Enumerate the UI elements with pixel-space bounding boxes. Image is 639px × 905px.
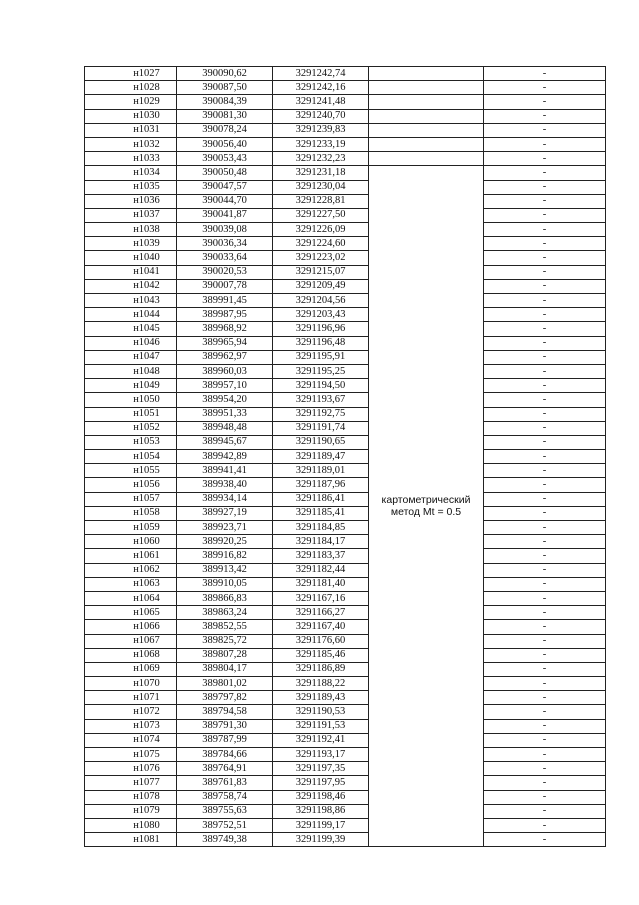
dash-cell: - bbox=[484, 705, 606, 719]
coordinates-table-body bbox=[85, 67, 606, 847]
point-id-cell: н1075 bbox=[85, 748, 177, 762]
y-coordinate-cell: 3291166,27 bbox=[273, 606, 369, 620]
y-coordinate-cell: 3291232,23 bbox=[273, 152, 369, 166]
y-coordinate-cell: 3291167,16 bbox=[273, 591, 369, 605]
table-row bbox=[85, 662, 606, 676]
x-coordinate-cell: 390033,64 bbox=[177, 251, 273, 265]
table-row bbox=[85, 492, 606, 506]
x-coordinate-cell: 389938,40 bbox=[177, 478, 273, 492]
point-id-cell: н1034 bbox=[85, 166, 177, 180]
point-id-cell: н1037 bbox=[85, 208, 177, 222]
table-row bbox=[85, 549, 606, 563]
point-id-cell: н1059 bbox=[85, 521, 177, 535]
dash-cell: - bbox=[484, 237, 606, 251]
y-coordinate-cell: 3291199,17 bbox=[273, 818, 369, 832]
point-id-cell: н1081 bbox=[85, 833, 177, 847]
point-id-cell: н1045 bbox=[85, 322, 177, 336]
dash-cell: - bbox=[484, 407, 606, 421]
table-row bbox=[85, 506, 606, 520]
y-coordinate-cell: 3291241,48 bbox=[273, 95, 369, 109]
point-id-cell: н1071 bbox=[85, 691, 177, 705]
x-coordinate-cell: 389916,82 bbox=[177, 549, 273, 563]
point-id-cell: н1055 bbox=[85, 464, 177, 478]
x-coordinate-cell: 389987,95 bbox=[177, 308, 273, 322]
method-cell-empty bbox=[369, 137, 484, 151]
point-id-cell: н1063 bbox=[85, 577, 177, 591]
dash-cell: - bbox=[484, 364, 606, 378]
y-coordinate-cell: 3291204,56 bbox=[273, 294, 369, 308]
y-coordinate-cell: 3291186,41 bbox=[273, 492, 369, 506]
dash-cell: - bbox=[484, 648, 606, 662]
table-row bbox=[85, 464, 606, 478]
x-coordinate-cell: 389948,48 bbox=[177, 421, 273, 435]
table-row bbox=[85, 790, 606, 804]
dash-cell: - bbox=[484, 180, 606, 194]
table-row bbox=[85, 677, 606, 691]
x-coordinate-cell: 389920,25 bbox=[177, 535, 273, 549]
dash-cell: - bbox=[484, 265, 606, 279]
y-coordinate-cell: 3291223,02 bbox=[273, 251, 369, 265]
dash-cell: - bbox=[484, 123, 606, 137]
dash-cell: - bbox=[484, 336, 606, 350]
point-id-cell: н1060 bbox=[85, 535, 177, 549]
dash-cell: - bbox=[484, 620, 606, 634]
point-id-cell: н1062 bbox=[85, 563, 177, 577]
table-row bbox=[85, 350, 606, 364]
dash-cell: - bbox=[484, 563, 606, 577]
dash-cell: - bbox=[484, 521, 606, 535]
table-row bbox=[85, 407, 606, 421]
dash-cell: - bbox=[484, 776, 606, 790]
point-id-cell: н1047 bbox=[85, 350, 177, 364]
x-coordinate-cell: 389801,02 bbox=[177, 677, 273, 691]
point-id-cell: н1052 bbox=[85, 421, 177, 435]
x-coordinate-cell: 390044,70 bbox=[177, 194, 273, 208]
x-coordinate-cell: 390078,24 bbox=[177, 123, 273, 137]
x-coordinate-cell: 389764,91 bbox=[177, 762, 273, 776]
x-coordinate-cell: 390039,08 bbox=[177, 223, 273, 237]
y-coordinate-cell: 3291191,53 bbox=[273, 719, 369, 733]
point-id-cell: н1039 bbox=[85, 237, 177, 251]
y-coordinate-cell: 3291233,19 bbox=[273, 137, 369, 151]
point-id-cell: н1044 bbox=[85, 308, 177, 322]
table-row bbox=[85, 719, 606, 733]
dash-cell: - bbox=[484, 350, 606, 364]
point-id-cell: н1041 bbox=[85, 265, 177, 279]
table-row bbox=[85, 279, 606, 293]
dash-cell: - bbox=[484, 223, 606, 237]
table-row bbox=[85, 308, 606, 322]
method-cell-empty bbox=[369, 123, 484, 137]
table-row bbox=[85, 194, 606, 208]
point-id-cell: н1074 bbox=[85, 733, 177, 747]
table-row bbox=[85, 804, 606, 818]
y-coordinate-cell: 3291240,70 bbox=[273, 109, 369, 123]
dash-cell: - bbox=[484, 506, 606, 520]
table-row bbox=[85, 180, 606, 194]
y-coordinate-cell: 3291203,43 bbox=[273, 308, 369, 322]
table-row bbox=[85, 705, 606, 719]
table-row bbox=[85, 421, 606, 435]
y-coordinate-cell: 3291195,91 bbox=[273, 350, 369, 364]
x-coordinate-cell: 389960,03 bbox=[177, 364, 273, 378]
x-coordinate-cell: 390084,39 bbox=[177, 95, 273, 109]
table-row bbox=[85, 818, 606, 832]
table-row bbox=[85, 733, 606, 747]
y-coordinate-cell: 3291191,74 bbox=[273, 421, 369, 435]
y-coordinate-cell: 3291186,89 bbox=[273, 662, 369, 676]
table-row bbox=[85, 833, 606, 847]
y-coordinate-cell: 3291227,50 bbox=[273, 208, 369, 222]
dash-cell: - bbox=[484, 194, 606, 208]
dash-cell: - bbox=[484, 322, 606, 336]
dash-cell: - bbox=[484, 109, 606, 123]
table-row bbox=[85, 109, 606, 123]
point-id-cell: н1030 bbox=[85, 109, 177, 123]
y-coordinate-cell: 3291224,60 bbox=[273, 237, 369, 251]
table-row bbox=[85, 748, 606, 762]
x-coordinate-cell: 389866,83 bbox=[177, 591, 273, 605]
point-id-cell: н1064 bbox=[85, 591, 177, 605]
point-id-cell: н1048 bbox=[85, 364, 177, 378]
y-coordinate-cell: 3291196,48 bbox=[273, 336, 369, 350]
table-row bbox=[85, 95, 606, 109]
x-coordinate-cell: 389991,45 bbox=[177, 294, 273, 308]
dash-cell: - bbox=[484, 677, 606, 691]
x-coordinate-cell: 389825,72 bbox=[177, 634, 273, 648]
y-coordinate-cell: 3291190,53 bbox=[273, 705, 369, 719]
x-coordinate-cell: 389804,17 bbox=[177, 662, 273, 676]
dash-cell: - bbox=[484, 818, 606, 832]
dash-cell: - bbox=[484, 137, 606, 151]
x-coordinate-cell: 390047,57 bbox=[177, 180, 273, 194]
method-cell-empty bbox=[369, 109, 484, 123]
y-coordinate-cell: 3291239,83 bbox=[273, 123, 369, 137]
x-coordinate-cell: 389784,66 bbox=[177, 748, 273, 762]
x-coordinate-cell: 389942,89 bbox=[177, 450, 273, 464]
x-coordinate-cell: 389761,83 bbox=[177, 776, 273, 790]
table-row bbox=[85, 634, 606, 648]
y-coordinate-cell: 3291228,81 bbox=[273, 194, 369, 208]
table-row bbox=[85, 67, 606, 81]
table-row bbox=[85, 251, 606, 265]
table-row bbox=[85, 591, 606, 605]
dash-cell: - bbox=[484, 166, 606, 180]
y-coordinate-cell: 3291196,96 bbox=[273, 322, 369, 336]
table-row bbox=[85, 208, 606, 222]
table-row bbox=[85, 435, 606, 449]
y-coordinate-cell: 3291185,41 bbox=[273, 506, 369, 520]
dash-cell: - bbox=[484, 152, 606, 166]
y-coordinate-cell: 3291209,49 bbox=[273, 279, 369, 293]
dash-cell: - bbox=[484, 251, 606, 265]
point-id-cell: н1066 bbox=[85, 620, 177, 634]
method-cell-empty bbox=[369, 152, 484, 166]
y-coordinate-cell: 3291197,35 bbox=[273, 762, 369, 776]
x-coordinate-cell: 389749,38 bbox=[177, 833, 273, 847]
x-coordinate-cell: 390056,40 bbox=[177, 137, 273, 151]
table-row bbox=[85, 478, 606, 492]
dash-cell: - bbox=[484, 208, 606, 222]
y-coordinate-cell: 3291231,18 bbox=[273, 166, 369, 180]
y-coordinate-cell: 3291192,75 bbox=[273, 407, 369, 421]
dash-cell: - bbox=[484, 279, 606, 293]
x-coordinate-cell: 389797,82 bbox=[177, 691, 273, 705]
point-id-cell: н1027 bbox=[85, 67, 177, 81]
table-row bbox=[85, 166, 606, 180]
point-id-cell: н1080 bbox=[85, 818, 177, 832]
table-row bbox=[85, 137, 606, 151]
y-coordinate-cell: 3291187,96 bbox=[273, 478, 369, 492]
point-id-cell: н1028 bbox=[85, 81, 177, 95]
x-coordinate-cell: 389807,28 bbox=[177, 648, 273, 662]
point-id-cell: н1038 bbox=[85, 223, 177, 237]
dash-cell: - bbox=[484, 379, 606, 393]
x-coordinate-cell: 389910,05 bbox=[177, 577, 273, 591]
point-id-cell: н1067 bbox=[85, 634, 177, 648]
x-coordinate-cell: 390041,87 bbox=[177, 208, 273, 222]
point-id-cell: н1076 bbox=[85, 762, 177, 776]
method-cell-empty bbox=[369, 95, 484, 109]
y-coordinate-cell: 3291182,44 bbox=[273, 563, 369, 577]
table-row bbox=[85, 393, 606, 407]
point-id-cell: н1072 bbox=[85, 705, 177, 719]
y-coordinate-cell: 3291242,74 bbox=[273, 67, 369, 81]
table-row bbox=[85, 322, 606, 336]
y-coordinate-cell: 3291181,40 bbox=[273, 577, 369, 591]
point-id-cell: н1079 bbox=[85, 804, 177, 818]
x-coordinate-cell: 390081,30 bbox=[177, 109, 273, 123]
dash-cell: - bbox=[484, 691, 606, 705]
y-coordinate-cell: 3291230,04 bbox=[273, 180, 369, 194]
y-coordinate-cell: 3291215,07 bbox=[273, 265, 369, 279]
y-coordinate-cell: 3291195,25 bbox=[273, 364, 369, 378]
table-row bbox=[85, 606, 606, 620]
table-row bbox=[85, 691, 606, 705]
dash-cell: - bbox=[484, 67, 606, 81]
table-row bbox=[85, 364, 606, 378]
x-coordinate-cell: 389954,20 bbox=[177, 393, 273, 407]
point-id-cell: н1042 bbox=[85, 279, 177, 293]
dash-cell: - bbox=[484, 577, 606, 591]
point-id-cell: н1068 bbox=[85, 648, 177, 662]
method-cell-empty bbox=[369, 81, 484, 95]
table-row bbox=[85, 535, 606, 549]
method-name: картометрический bbox=[381, 494, 471, 507]
y-coordinate-cell: 3291194,50 bbox=[273, 379, 369, 393]
x-coordinate-cell: 390053,43 bbox=[177, 152, 273, 166]
table-row bbox=[85, 152, 606, 166]
y-coordinate-cell: 3291199,39 bbox=[273, 833, 369, 847]
point-id-cell: н1035 bbox=[85, 180, 177, 194]
x-coordinate-cell: 389913,42 bbox=[177, 563, 273, 577]
table-row bbox=[85, 81, 606, 95]
dash-cell: - bbox=[484, 95, 606, 109]
point-id-cell: н1032 bbox=[85, 137, 177, 151]
dash-cell: - bbox=[484, 591, 606, 605]
x-coordinate-cell: 389794,58 bbox=[177, 705, 273, 719]
point-id-cell: н1061 bbox=[85, 549, 177, 563]
x-coordinate-cell: 389968,92 bbox=[177, 322, 273, 336]
x-coordinate-cell: 389951,33 bbox=[177, 407, 273, 421]
table-row bbox=[85, 294, 606, 308]
method-cell-empty bbox=[369, 67, 484, 81]
point-id-cell: н1070 bbox=[85, 677, 177, 691]
method-accuracy: метод Mt = 0.5 bbox=[390, 506, 462, 519]
x-coordinate-cell: 390087,50 bbox=[177, 81, 273, 95]
dash-cell: - bbox=[484, 308, 606, 322]
y-coordinate-cell: 3291190,65 bbox=[273, 435, 369, 449]
table-row bbox=[85, 648, 606, 662]
dash-cell: - bbox=[484, 450, 606, 464]
point-id-cell: н1033 bbox=[85, 152, 177, 166]
point-id-cell: н1065 bbox=[85, 606, 177, 620]
point-id-cell: н1036 bbox=[85, 194, 177, 208]
point-id-cell: н1029 bbox=[85, 95, 177, 109]
x-coordinate-cell: 389787,99 bbox=[177, 733, 273, 747]
dash-cell: - bbox=[484, 393, 606, 407]
table-row bbox=[85, 123, 606, 137]
y-coordinate-cell: 3291189,01 bbox=[273, 464, 369, 478]
x-coordinate-cell: 390036,34 bbox=[177, 237, 273, 251]
table-row bbox=[85, 620, 606, 634]
table-row bbox=[85, 776, 606, 790]
dash-cell: - bbox=[484, 294, 606, 308]
x-coordinate-cell: 389923,71 bbox=[177, 521, 273, 535]
method-cell bbox=[369, 166, 484, 847]
x-coordinate-cell: 389962,97 bbox=[177, 350, 273, 364]
point-id-cell: н1077 bbox=[85, 776, 177, 790]
y-coordinate-cell: 3291167,40 bbox=[273, 620, 369, 634]
dash-cell: - bbox=[484, 762, 606, 776]
x-coordinate-cell: 389752,51 bbox=[177, 818, 273, 832]
x-coordinate-cell: 389945,67 bbox=[177, 435, 273, 449]
point-id-cell: н1050 bbox=[85, 393, 177, 407]
dash-cell: - bbox=[484, 634, 606, 648]
point-id-cell: н1054 bbox=[85, 450, 177, 464]
dash-cell: - bbox=[484, 535, 606, 549]
dash-cell: - bbox=[484, 478, 606, 492]
y-coordinate-cell: 3291189,43 bbox=[273, 691, 369, 705]
x-coordinate-cell: 390007,78 bbox=[177, 279, 273, 293]
y-coordinate-cell: 3291197,95 bbox=[273, 776, 369, 790]
x-coordinate-cell: 390090,62 bbox=[177, 67, 273, 81]
y-coordinate-cell: 3291242,16 bbox=[273, 81, 369, 95]
x-coordinate-cell: 389791,30 bbox=[177, 719, 273, 733]
dash-cell: - bbox=[484, 464, 606, 478]
table-row bbox=[85, 563, 606, 577]
y-coordinate-cell: 3291188,22 bbox=[273, 677, 369, 691]
point-id-cell: н1049 bbox=[85, 379, 177, 393]
point-id-cell: н1056 bbox=[85, 478, 177, 492]
y-coordinate-cell: 3291189,47 bbox=[273, 450, 369, 464]
point-id-cell: н1078 bbox=[85, 790, 177, 804]
dash-cell: - bbox=[484, 833, 606, 847]
x-coordinate-cell: 389934,14 bbox=[177, 492, 273, 506]
x-coordinate-cell: 389927,19 bbox=[177, 506, 273, 520]
dash-cell: - bbox=[484, 662, 606, 676]
point-id-cell: н1057 bbox=[85, 492, 177, 506]
table-row bbox=[85, 223, 606, 237]
x-coordinate-cell: 389863,24 bbox=[177, 606, 273, 620]
point-id-cell: н1051 bbox=[85, 407, 177, 421]
dash-cell: - bbox=[484, 719, 606, 733]
y-coordinate-cell: 3291193,17 bbox=[273, 748, 369, 762]
x-coordinate-cell: 389941,41 bbox=[177, 464, 273, 478]
x-coordinate-cell: 389758,74 bbox=[177, 790, 273, 804]
x-coordinate-cell: 389957,10 bbox=[177, 379, 273, 393]
y-coordinate-cell: 3291198,46 bbox=[273, 790, 369, 804]
x-coordinate-cell: 389852,55 bbox=[177, 620, 273, 634]
x-coordinate-cell: 389965,94 bbox=[177, 336, 273, 350]
dash-cell: - bbox=[484, 549, 606, 563]
point-id-cell: н1040 bbox=[85, 251, 177, 265]
dash-cell: - bbox=[484, 733, 606, 747]
table-row bbox=[85, 577, 606, 591]
y-coordinate-cell: 3291226,09 bbox=[273, 223, 369, 237]
y-coordinate-cell: 3291184,85 bbox=[273, 521, 369, 535]
dash-cell: - bbox=[484, 804, 606, 818]
y-coordinate-cell: 3291193,67 bbox=[273, 393, 369, 407]
dash-cell: - bbox=[484, 492, 606, 506]
y-coordinate-cell: 3291192,41 bbox=[273, 733, 369, 747]
table-row bbox=[85, 450, 606, 464]
dash-cell: - bbox=[484, 748, 606, 762]
dash-cell: - bbox=[484, 606, 606, 620]
y-coordinate-cell: 3291183,37 bbox=[273, 549, 369, 563]
coordinates-table bbox=[84, 66, 606, 847]
point-id-cell: н1069 bbox=[85, 662, 177, 676]
x-coordinate-cell: 390020,53 bbox=[177, 265, 273, 279]
table-row bbox=[85, 521, 606, 535]
point-id-cell: н1053 bbox=[85, 435, 177, 449]
dash-cell: - bbox=[484, 421, 606, 435]
table-row bbox=[85, 336, 606, 350]
table-row bbox=[85, 265, 606, 279]
y-coordinate-cell: 3291185,46 bbox=[273, 648, 369, 662]
dash-cell: - bbox=[484, 790, 606, 804]
point-id-cell: н1031 bbox=[85, 123, 177, 137]
x-coordinate-cell: 389755,63 bbox=[177, 804, 273, 818]
dash-cell: - bbox=[484, 81, 606, 95]
y-coordinate-cell: 3291184,17 bbox=[273, 535, 369, 549]
point-id-cell: н1043 bbox=[85, 294, 177, 308]
y-coordinate-cell: 3291198,86 bbox=[273, 804, 369, 818]
table-row bbox=[85, 762, 606, 776]
point-id-cell: н1046 bbox=[85, 336, 177, 350]
table-row bbox=[85, 379, 606, 393]
table-row bbox=[85, 237, 606, 251]
point-id-cell: н1073 bbox=[85, 719, 177, 733]
y-coordinate-cell: 3291176,60 bbox=[273, 634, 369, 648]
point-id-cell: н1058 bbox=[85, 506, 177, 520]
dash-cell: - bbox=[484, 435, 606, 449]
x-coordinate-cell: 390050,48 bbox=[177, 166, 273, 180]
